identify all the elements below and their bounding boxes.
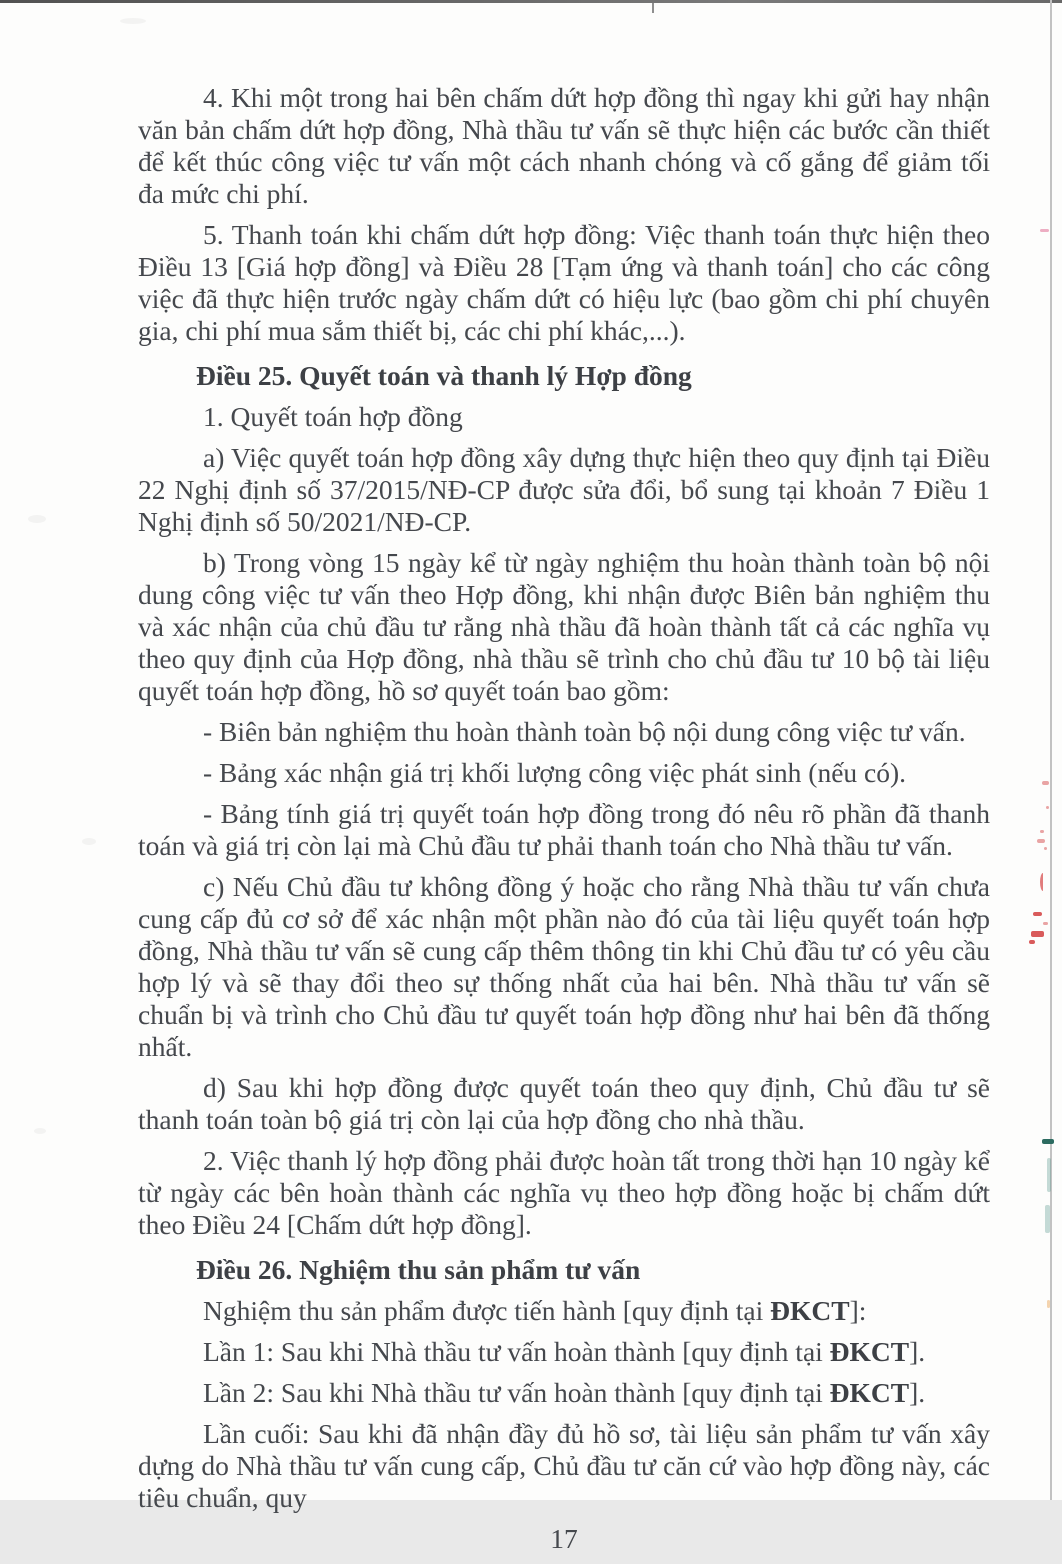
heading-dieu-25: Điều 25. Quyết toán và thanh lý Hợp đồng (196, 360, 692, 391)
paragraph-clause-5: 5. Thanh toán khi chấm dứt hợp đồng: Việc thanh toán thực hiện theo Điều 13 [Giá hợp đồng] và Điều 28 [Tạm ứng và thanh toán] cho các công việc đã thực hiện trước ngày chấm dứt có hiệu lực (bao gồm chi phí chuyên gia, chi phí mua sắm thiết bị, các chi phí khác,...). (138, 219, 990, 346)
intro-text: Nghiệm thu sản phẩm được tiến hành [quy định tại (203, 1295, 771, 1326)
paragraph-item-1b: b) Trong vòng 15 ngày kể từ ngày nghiệm thu hoàn thành toàn bộ nội dung công việc tư vấn theo Hợp đồng, khi nhận được Biên bản nghiệm thu và xác nhận của chủ đầu tư rằng nhà thầu đã hoàn thành tất cả các nghĩa vụ theo quy định của Hợp đồng, nhà thầu sẽ trình cho chủ đầu tư 10 bộ tài liệu quyết toán hợp đồng, hồ sơ quyết toán bao gồm: (138, 547, 990, 706)
red-ink-mark (1040, 830, 1044, 833)
scan-smudge (28, 515, 46, 523)
red-ink-mark (1029, 940, 1035, 944)
paragraph-item-1a: a) Việc quyết toán hợp đồng xây dựng thực hiện theo quy định tại Điều 22 Nghị định số 37/2015/NĐ-CP được sửa đổi, bổ sung tại khoản 7 Điều 1 Nghị định số 50/2021/NĐ-CP. (138, 442, 990, 537)
teal-ink-mark (1047, 1158, 1051, 1192)
paragraph-lan-cuoi: Lần cuối: Sau khi đã nhận đầy đủ hồ sơ, tài liệu sản phẩm tư vấn xây dựng do Nhà thầu tư vấn cung cấp, Chủ đầu tư căn cứ vào hợp đồng này, các tiêu chuẩn, quy (138, 1418, 990, 1513)
lan1-bold-ref: ĐKCT (829, 1336, 910, 1367)
scan-smudge (120, 18, 146, 24)
paragraph-lan-1 (138, 1336, 990, 1368)
teal-ink-mark (1045, 1205, 1050, 1233)
red-ink-mark (1031, 931, 1044, 937)
paragraph-item-1-title: 1. Quyết toán hợp đồng (203, 401, 463, 432)
list-item: - Bảng xác nhận giá trị khối lượng công việc phát sinh (nếu có). (203, 757, 907, 788)
intro-bold-ref: ĐKCT (770, 1295, 850, 1326)
lan2-bold-ref: ĐKCT (829, 1377, 910, 1408)
scan-tick-mark (652, 3, 654, 13)
paragraph-item-1d: d) Sau khi hợp đồng được quyết toán theo quy định, Chủ đầu tư sẽ thanh toán toàn bộ giá trị còn lại của hợp đồng cho nhà thầu. (138, 1072, 990, 1135)
paragraph-lan-2 (138, 1377, 990, 1409)
heading-dieu-26: Điều 26. Nghiệm thu sản phẩm tư vấn (196, 1254, 641, 1285)
orange-ink-mark (1047, 1300, 1050, 1308)
lan2-text-end: ]. (909, 1377, 926, 1408)
red-ink-mark (1037, 839, 1045, 843)
red-ink-mark (1040, 873, 1046, 891)
teal-ink-mark (1042, 1139, 1054, 1144)
scan-smudge (34, 1128, 46, 1134)
paragraph-item-2: 2. Việc thanh lý hợp đồng phải được hoàn tất trong thời hạn 10 ngày kể từ ngày các bên hoàn thành các nghĩa vụ theo hợp đồng hoặc bị chấm dứt theo Điều 24 [Chấm dứt hợp đồng]. (138, 1145, 990, 1240)
paragraph-clause-4: 4. Khi một trong hai bên chấm dứt hợp đồng thì ngay khi gửi hay nhận văn bản chấm dứt hợp đồng, Nhà thầu tư vấn sẽ thực hiện các bước cần thiết để kết thúc công việc tư vấn một cách nhanh chóng và cố gắng để giảm tối đa mức chi phí. (138, 82, 990, 209)
list-item: - Bảng tính giá trị quyết toán hợp đồng trong đó nêu rõ phần đã thanh toán và giá trị còn lại mà Chủ đầu tư phải thanh toán cho Nhà thầu tư vấn. (138, 798, 990, 861)
red-ink-mark (1040, 229, 1049, 232)
red-ink-mark (1033, 912, 1042, 916)
paragraph-nghiem-thu-intro (138, 1295, 990, 1327)
scan-smudge (82, 838, 96, 845)
paragraph-item-1c: c) Nếu Chủ đầu tư không đồng ý hoặc cho rằng Nhà thầu tư vấn chưa cung cấp đủ cơ sở để xác nhận một phần nào đó của tài liệu quyết toán hợp đồng, Nhà thầu tư vấn sẽ cung cấp thêm thông tin khi Chủ đầu tư có yêu cầu hợp lý và sẽ thay đổi theo sự thống nhất của hai bên. Nhà thầu tư vấn sẽ chuẩn bị và trình cho Chủ đầu tư quyết toán hợp đồng như hai bên đã thống nhất. (138, 871, 990, 1062)
scan-right-edge-line (1050, 0, 1052, 1500)
list-item: - Biên bản nghiệm thu hoàn thành toàn bộ nội dung công việc tư vấn. (203, 716, 966, 747)
red-ink-mark (1046, 806, 1049, 809)
lan2-text: Lần 2: Sau khi Nhà thầu tư vấn hoàn thành [quy định tại (203, 1377, 830, 1408)
red-ink-mark (1043, 922, 1048, 925)
red-ink-mark (1042, 781, 1049, 785)
red-ink-mark (1044, 847, 1047, 850)
page-content (138, 82, 990, 1564)
lan1-text: Lần 1: Sau khi Nhà thầu tư vấn hoàn thành [quy định tại (203, 1336, 830, 1367)
lan1-text-end: ]. (909, 1336, 926, 1367)
scan-top-edge-line (0, 0, 1062, 3)
intro-text-end: ]: (849, 1295, 867, 1326)
page-number: 17 (550, 1523, 578, 1554)
